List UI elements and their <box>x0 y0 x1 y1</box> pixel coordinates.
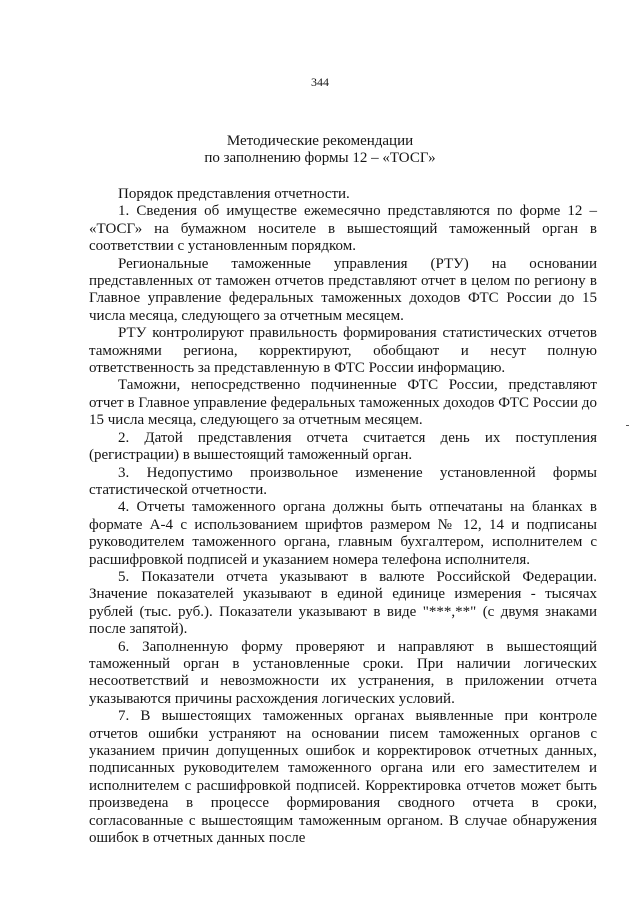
paragraph-4: 4. Отчеты таможенного органа должны быть отпечатаны на бланках в формате А-4 с использованием шрифтов размером № 12, 14 и подписаны руководителем таможенного органа, главным бухгалтером, исполнителем с расшифровкой подписей и указанием номера телефона исполнителя. <box>89 499 597 568</box>
title-line-2: по заполнению формы 12 – «ТОСГ» <box>204 150 436 166</box>
document-body <box>89 186 597 847</box>
title-line-1: Методические рекомендации <box>226 133 414 149</box>
document-title <box>0 133 640 167</box>
paragraph-rtu-reports: Региональные таможенные управления (РТУ) на основании представленных от таможен отчетов представляют отчет в целом по региону в Главное управление федеральных таможенных доходов ФТС России до 15 числа месяца, следующего за отчетным месяцем. <box>89 255 597 324</box>
paragraph-2: 2. Датой представления отчета считается день их поступления (регистрации) в вышестоящий таможенный орган. <box>89 429 597 464</box>
paragraph-rtu-control: РТУ контролируют правильность формирования статистических отчетов таможнями региона, корректируют, обобщают и несут полную ответственность за представленную в ФТС России информацию. <box>89 325 597 377</box>
paragraph-6: 6. Заполненную форму проверяют и направляют в вышестоящий таможенный орган в установленные сроки. При наличии логических несоответствий и невозможности их устранения, в приложении отчета указываются причины расхождения логических условий. <box>89 638 597 707</box>
paragraph-5: 5. Показатели отчета указывают в валюте Российской Федерации. Значение показателей указывают в единой единице измерения - тысячах рублей (тыс. руб.). Показатели указывают в виде "***,**" (с двумя знаками после запятой). <box>89 568 597 638</box>
paragraph-customs-reports: Таможни, непосредственно подчиненные ФТС России, представляют отчет в Главное управление федеральных таможенных доходов ФТС России до 15 числа месяца, следующего за отчетным месяцем. <box>89 377 597 429</box>
paragraph-reporting-order: Порядок представления отчетности. <box>118 186 350 202</box>
paragraph-7: 7. В вышестоящих таможенных органах выявленные при контроле отчетов ошибки устраняют на основании писем таможенных органов с указанием причин допущенных ошибок и корректировок отчетных данных, подписанных руководителем таможенного органа или его заместителем и исполнителем с расшифровкой подписей. Корректировка отчетов может быть произведена в процессе формирования сводного отчета в сроки, согласованные с вышестоящим таможенным органом. В случае обнаружения ошибок в отчетных данных после <box>89 708 597 847</box>
scan-artifact <box>626 425 629 426</box>
page-number: 344 <box>311 75 329 89</box>
paragraph-1: 1. Сведения об имуществе ежемесячно представляются по форме 12 – «ТОСГ» на бумажном носителе в вышестоящий таможенный орган в соответствии с установленным порядком. <box>89 203 597 255</box>
paragraph-3: 3. Недопустимо произвольное изменение установленной формы статистической отчетности. <box>89 464 597 498</box>
